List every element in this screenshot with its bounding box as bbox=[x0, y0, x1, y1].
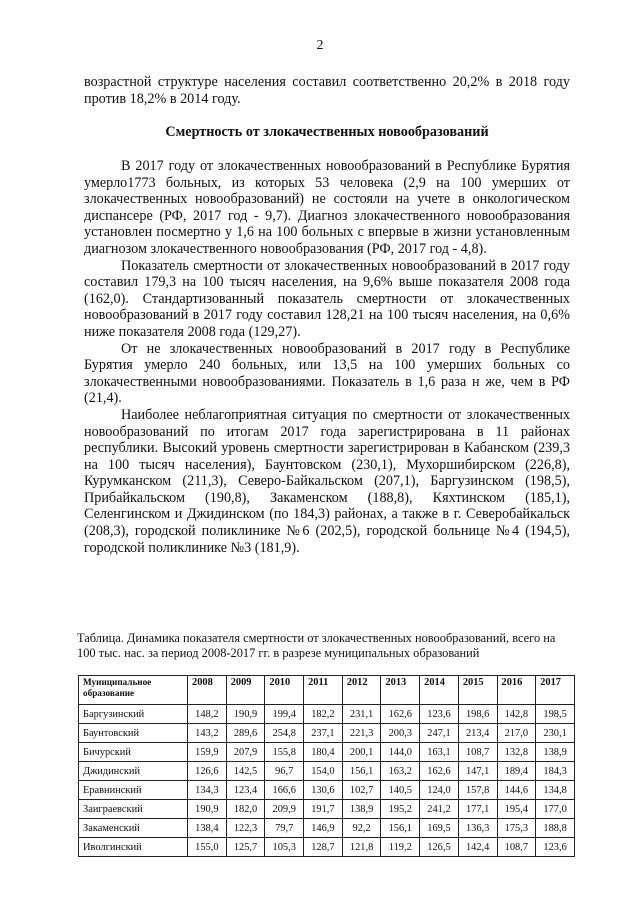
table-cell: 189,4 bbox=[497, 762, 536, 781]
table-cell: 247,1 bbox=[420, 724, 459, 743]
table-cell: 289,6 bbox=[226, 724, 265, 743]
header-year: 2014 bbox=[420, 676, 459, 705]
municipality-name: Баргузинский bbox=[79, 705, 188, 724]
header-year: 2017 bbox=[536, 676, 575, 705]
table-caption: Таблица. Динамика показателя смертности от злокачественных новообразований, всего на 100 тыс. нас. за период 2008-2017 гг. в разрезе муниципальных образований bbox=[77, 631, 556, 660]
table-cell: 124,0 bbox=[420, 781, 459, 800]
table-cell: 177,0 bbox=[536, 800, 575, 819]
header-year: 2016 bbox=[497, 676, 536, 705]
table-cell: 79,7 bbox=[265, 819, 304, 838]
paragraph: От не злокачественных новообразований в 2017 году в Республике Бурятия умерло 240 больных, или 13,5 на 100 умерших больных со злокачественными новообразованиями. Показатель в 1,6 раза н же, чем в РФ (21,4). bbox=[84, 340, 570, 407]
table-cell: 130,6 bbox=[304, 781, 343, 800]
paragraph: В 2017 году от злокачественных новообразований в Республике Бурятия умерло1773 больных, из которых 53 человека (2,9 на 100 умерших от злокачественных новообразований) не состояли на учете в онкологическом диспансере (РФ, 2017 год - 9,7). Диагноз злокачественного новообразования установлен посмертно у 1,6 на 100 больных с впервые в жизни установленным диагнозом злокачественного новообразования (РФ, 2017 год - 4,8). bbox=[84, 158, 570, 257]
table-cell: 102,7 bbox=[342, 781, 381, 800]
table-cell: 217,0 bbox=[497, 724, 536, 743]
table-row bbox=[79, 705, 575, 724]
table-row bbox=[79, 838, 575, 857]
table-cell: 121,8 bbox=[342, 838, 381, 857]
page-number: 2 bbox=[316, 38, 324, 53]
municipality-name: Иволгинский bbox=[79, 838, 188, 857]
municipality-name: Баунтовский bbox=[79, 724, 188, 743]
intro-paragraph: возрастной структуре населения составил соответственно 20,2% в 2018 году против 18,2% в 2014 году. bbox=[84, 74, 570, 107]
table-cell: 138,9 bbox=[536, 743, 575, 762]
table-cell: 140,5 bbox=[381, 781, 420, 800]
table-cell: 144,0 bbox=[381, 743, 420, 762]
table-cell: 147,1 bbox=[458, 762, 497, 781]
table-cell: 213,4 bbox=[458, 724, 497, 743]
municipality-name: Джидинский bbox=[79, 762, 188, 781]
table-cell: 198,6 bbox=[458, 705, 497, 724]
table-cell: 241,2 bbox=[420, 800, 459, 819]
table-cell: 190,9 bbox=[226, 705, 265, 724]
header-year: 2008 bbox=[188, 676, 227, 705]
table-cell: 96,7 bbox=[265, 762, 304, 781]
section-title: Смертность от злокачественных новообразований bbox=[165, 124, 489, 140]
table-cell: 142,5 bbox=[226, 762, 265, 781]
table-cell: 209,9 bbox=[265, 800, 304, 819]
table-cell: 138,4 bbox=[188, 819, 227, 838]
table-cell: 254,8 bbox=[265, 724, 304, 743]
table-cell: 154,0 bbox=[304, 762, 343, 781]
header-municipality: Муниципальное образование bbox=[79, 676, 188, 705]
table-cell: 108,7 bbox=[497, 838, 536, 857]
table-cell: 169,5 bbox=[420, 819, 459, 838]
table-cell: 144,6 bbox=[497, 781, 536, 800]
table-cell: 123,4 bbox=[226, 781, 265, 800]
table-cell: 162,6 bbox=[381, 705, 420, 724]
table-cell: 188,8 bbox=[536, 819, 575, 838]
table-cell: 191,7 bbox=[304, 800, 343, 819]
table-cell: 166,6 bbox=[265, 781, 304, 800]
table-cell: 132,8 bbox=[497, 743, 536, 762]
table-cell: 105,3 bbox=[265, 838, 304, 857]
table-cell: 199,4 bbox=[265, 705, 304, 724]
table-cell: 156,1 bbox=[381, 819, 420, 838]
paragraph: Показатель смертности от злокачественных новообразований в 2017 году составил 179,3 на 100 тысяч населения, на 9,6% выше показателя 2008 года (162,0). Стандартизованный показатель смертности от злокачественных новообразований в 2017 году составил 128,21 на 100 тысяч населения, на 0,6% ниже показателя 2008 года (129,27). bbox=[84, 257, 570, 340]
table-cell: 157,8 bbox=[458, 781, 497, 800]
table-cell: 163,2 bbox=[381, 762, 420, 781]
table-cell: 108,7 bbox=[458, 743, 497, 762]
table-row bbox=[79, 724, 575, 743]
header-year: 2013 bbox=[381, 676, 420, 705]
main-text bbox=[84, 158, 570, 556]
municipality-name: Закаменский bbox=[79, 819, 188, 838]
table-cell: 221,3 bbox=[342, 724, 381, 743]
table-cell: 195,2 bbox=[381, 800, 420, 819]
table-cell: 142,8 bbox=[497, 705, 536, 724]
table-cell: 123,6 bbox=[420, 705, 459, 724]
table-cell: 200,3 bbox=[381, 724, 420, 743]
table-cell: 198,5 bbox=[536, 705, 575, 724]
table-cell: 207,9 bbox=[226, 743, 265, 762]
table-cell: 155,0 bbox=[188, 838, 227, 857]
table-header-row bbox=[79, 676, 575, 705]
table-cell: 175,3 bbox=[497, 819, 536, 838]
table-cell: 155,8 bbox=[265, 743, 304, 762]
table-cell: 182,2 bbox=[304, 705, 343, 724]
table-cell: 177,1 bbox=[458, 800, 497, 819]
table-cell: 92,2 bbox=[342, 819, 381, 838]
table-cell: 230,1 bbox=[536, 724, 575, 743]
municipality-name: Еравнинский bbox=[79, 781, 188, 800]
municipality-name: Бичурский bbox=[79, 743, 188, 762]
table-cell: 146,9 bbox=[304, 819, 343, 838]
table-cell: 184,3 bbox=[536, 762, 575, 781]
table-cell: 119,2 bbox=[381, 838, 420, 857]
table-cell: 143,2 bbox=[188, 724, 227, 743]
table-cell: 123,6 bbox=[536, 838, 575, 857]
table-cell: 195,4 bbox=[497, 800, 536, 819]
header-year: 2015 bbox=[458, 676, 497, 705]
table-row bbox=[79, 762, 575, 781]
table-cell: 122,3 bbox=[226, 819, 265, 838]
table-cell: 125,7 bbox=[226, 838, 265, 857]
table-row bbox=[79, 743, 575, 762]
table-row bbox=[79, 781, 575, 800]
table-body bbox=[79, 705, 575, 857]
table-cell: 163,1 bbox=[420, 743, 459, 762]
table-cell: 136,3 bbox=[458, 819, 497, 838]
table-cell: 134,8 bbox=[536, 781, 575, 800]
table-cell: 126,6 bbox=[188, 762, 227, 781]
municipality-name: Заиграевский bbox=[79, 800, 188, 819]
table-cell: 148,2 bbox=[188, 705, 227, 724]
table-cell: 138,9 bbox=[342, 800, 381, 819]
paragraph: Наиболее неблагоприятная ситуация по смертности от злокачественных новообразований по итогам 2017 года зарегистрирована в 11 районах республики. Высокий уровень смертности зарегистрирован в Кабанском (239,3 на 100 тысяч населения), Баунтовском (230,1), Мухоршибирском (226,8), Курумканском (211,3), Северо-Байкальском (207,1), Баргузинском (198,5), Прибайкальском (190,8), Закаменском (188,8), Кяхтинском (185,1), Селенгинском и Джидинском (по 184,3) районах, а также в г. Северобайкальск (208,3), городской поликлинике №6 (202,5), городской больнице №4 (194,5), городской поликлинике №3 (181,9). bbox=[84, 406, 570, 556]
table-cell: 231,1 bbox=[342, 705, 381, 724]
header-year: 2010 bbox=[265, 676, 304, 705]
table-cell: 162,6 bbox=[420, 762, 459, 781]
header-year: 2011 bbox=[304, 676, 343, 705]
table-cell: 200,1 bbox=[342, 743, 381, 762]
table-cell: 142,4 bbox=[458, 838, 497, 857]
table-cell: 180,4 bbox=[304, 743, 343, 762]
mortality-table bbox=[78, 675, 575, 857]
table-cell: 134,3 bbox=[188, 781, 227, 800]
table-row bbox=[79, 819, 575, 838]
table-cell: 128,7 bbox=[304, 838, 343, 857]
table-cell: 126,5 bbox=[420, 838, 459, 857]
table-cell: 156,1 bbox=[342, 762, 381, 781]
table-cell: 159,9 bbox=[188, 743, 227, 762]
table-cell: 237,1 bbox=[304, 724, 343, 743]
table-cell: 182,0 bbox=[226, 800, 265, 819]
header-year: 2009 bbox=[226, 676, 265, 705]
table-cell: 190,9 bbox=[188, 800, 227, 819]
header-year: 2012 bbox=[342, 676, 381, 705]
table-row bbox=[79, 800, 575, 819]
